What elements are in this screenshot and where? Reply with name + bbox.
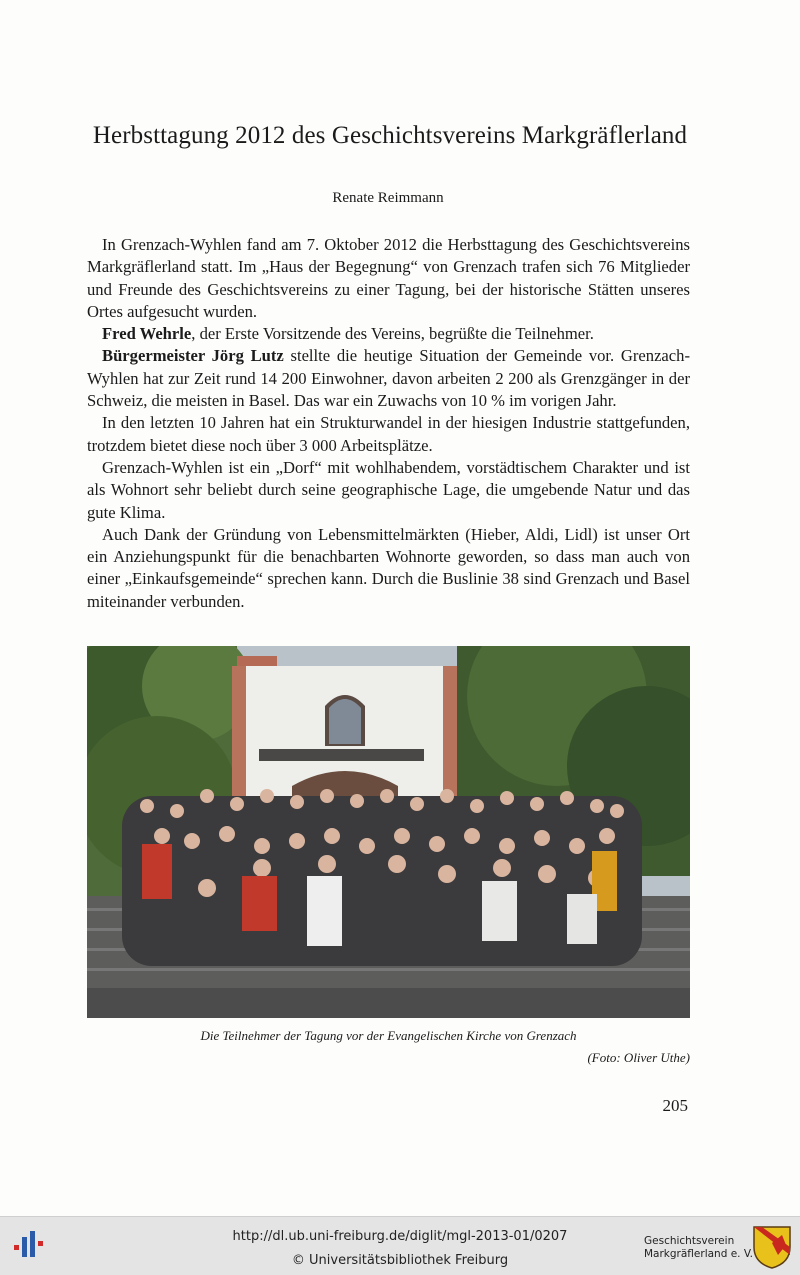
paragraph: In Grenzach-Wyhlen fand am 7. Oktober 2012 die Herbsttagung des Geschichtsvereins Markgräflerland statt. Im „Haus der Begegnung“ von Grenzach trafen sich 76 Mitglieder und Freunde des Geschichtsvereins zu einer Tagung, bei der historische Stätten unseres Ortes aufgesucht wurden. (87, 235, 690, 321)
coat-of-arms-icon (752, 1225, 792, 1273)
paragraph: Fred Wehrle, der Erste Vorsitzende des Vereins, begrüßte die Teilnehmer. (102, 324, 594, 344)
photo-credit: (Foto: Oliver Uthe) (587, 1050, 690, 1065)
society-name: Geschichtsverein Markgräflerland e. V. (644, 1235, 754, 1260)
document-url-link[interactable]: http://dl.ub.uni-freiburg.de/diglit/mgl-2013-01/0207 (232, 1229, 568, 1244)
paragraph: Grenzach-Wyhlen ist ein „Dorf“ mit wohlhabendem, vorstädtischem Charakter und ist als Wohnort sehr beliebt durch seine geographische Lage, die umgebende Natur und das gute Klima. (87, 457, 690, 522)
page-number: 205 (662, 1096, 688, 1115)
article-author: Renate Reimmann (332, 190, 444, 206)
copyright-text: © Universitätsbibliothek Freiburg (291, 1253, 509, 1268)
article-body (87, 234, 690, 613)
paragraph: Bürgermeister Jörg Lutz stellte die heutige Situation der Gemeinde vor. Grenzach-Wyhlen hat zur Zeit rund 14 200 Einwohner, davon arbeiten 2 200 als Grenzgänger in der Schweiz, die meisten in Basel. Das war ein Zuwachs von 10 % im vorigen Jahr. (87, 346, 690, 411)
photo-caption: Die Teilnehmer der Tagung vor der Evangelischen Kirche von Grenzach (200, 1028, 577, 1043)
paragraph: Auch Dank der Gründung von Lebensmittelmärkten (Hieber, Aldi, Lidl) ist unser Ort ein Anziehungspunkt für die benachbarten Wohnorte geworden, so dass man auch von einer „Einkaufsgemeinde“ sprechen kann. Durch die Buslinie 38 sind Grenzach und Basel miteinander verbunden. (87, 524, 690, 611)
article-title: Herbsttagung 2012 des Geschichtsvereins Markgräflerland (92, 122, 688, 149)
paragraph: In den letzten 10 Jahren hat ein Strukturwandel in der hiesigen Industrie stattgefunden, trotzdem bietet diese noch über 3 000 Arbeitsplätze. (87, 413, 690, 455)
group-photo (87, 646, 690, 1018)
library-footer (0, 1216, 800, 1275)
